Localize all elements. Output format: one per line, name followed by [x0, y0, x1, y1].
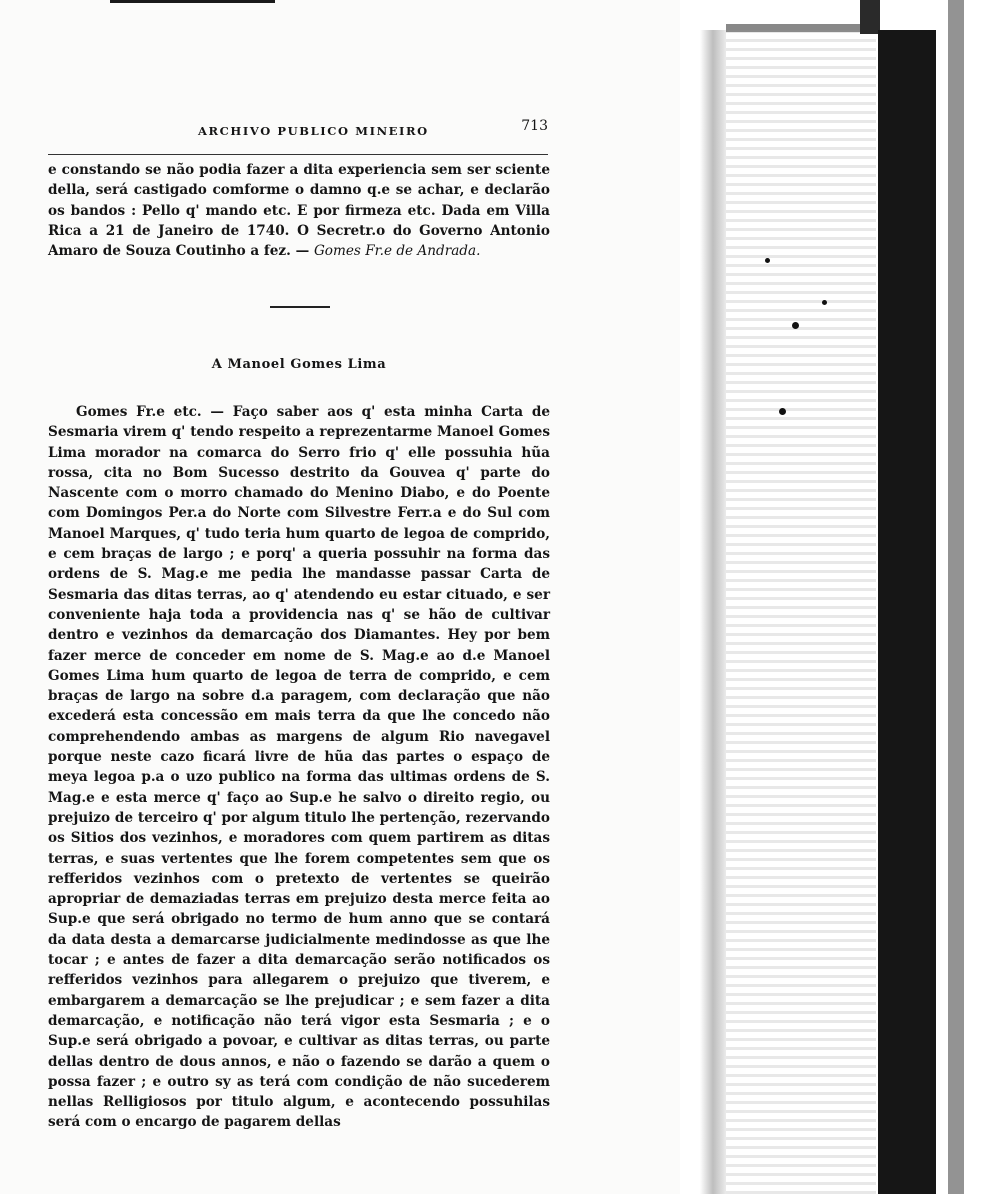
paragraph-2: Gomes Fr.e etc. — Faço saber aos q' esta minha Carta de Sesmaria virem q' tendo respeito a reprezentarme Manoel Gomes Lima morador na comarca do Serro frio q' elle possuhia hũa rossa, cita no Bom Sucesso destrito da Gouvea q' parte do Nascente com o morro chamado do Menino Diabo, e do Poente com Domingos Per.a do Norte com Silvestre Ferr.a e do Sul com Manoel Marques, q' tudo teria hum quarto de legoa de comprido, e cem braças de largo ; e porq' a queria possuhir na forma das ordens de S. Mag.e me pedia lhe mandasse passar Carta de Sesmaria das ditas terras, ao q' atendendo eu estar cituado, e ser conveniente haja toda a providencia nas q' se hão de cultivar dentro e vezinhos da demarcação dos Diamantes. Hey por bem fazer merce de conceder em nome de S. Mag.e ao d.e Manoel Gomes Lima hum quarto de legoa de terra de comprido, e cem braças de largo na sobre d.a paragem, com declaração que não excederá esta concessão em mais terra da que lhe concedo não comprehendendo ambas as margens de algum Rio navegavel porque neste cazo ficará livre de hũa das partes o espaço de meya legoa p.a o uzo publico na forma das ultimas ordens de S. Mag.e e esta merce q' faço ao Sup.e he salvo o direito regio, ou prejuizo de terceiro q' por algum titulo lhe pertenção, rezervando os Sitios dos vezinhos, e moradores com quem partirem as ditas terras, e suas vertentes que lhe forem competentes sem que os refferidos vezinhos com o pretexto de vertentes se queirão apropriar de demaziadas terras em prejuizo desta merce feita ao Sup.e que será obrigado no termo de hum anno que se contará da data desta a demarcarse judicialmente medindosse as que lhe tocar ; e antes de fazer a dita demarcação serão notificados os refferidos vezinhos para allegarem o prejuizo que tiverem, e embargarem a demarcação se lhe prejudicar ; e sem fazer a dita demarcação, e notificação não terá vigor esta Sesmaria ; e o Sup.e será obrigado a povoar, e cultivar as ditas terras, ou parte dellas dentro de dous annos, e não o fazendo se darão a quem o possa fazer ; e outro sy as terá com condição de não sucederem nellas Relligiosos por titulo algum, e acontecendo possuhilas será com o encargo de pagarem dellas — [48, 404, 550, 1131]
scan-grain — [726, 30, 876, 1194]
signature: Gomes Fr.e de Andrada. — [313, 243, 481, 260]
page-number: 713 — [521, 118, 548, 134]
top-rule — [110, 0, 275, 3]
scan-speck — [765, 258, 770, 263]
scan-speck — [779, 408, 786, 415]
scan-shadow-left — [700, 30, 726, 1194]
paragraph-1 — [48, 160, 550, 261]
paragraph-1-text: e constando se não podia fazer a dita experiencia sem ser sciente della, será castigado comforme o damno q.e se achar, e declarão os bandos : Pello q' mando etc. E por firmeza etc. Dada em Villa Rica a 21 de Janeiro de 1740. O Secretr.o do Governo Antonio Amaro de Souza Coutinho a fez. — — [48, 162, 550, 260]
section-divider — [270, 306, 330, 308]
header-rule — [48, 154, 548, 155]
scan-speck — [792, 322, 799, 329]
scan-dark-band — [878, 30, 936, 1194]
running-title: ARCHIVO PUBLICO MINEIRO — [198, 124, 429, 138]
section-title: A Manoel Gomes Lima — [211, 357, 387, 372]
scan-speck — [822, 300, 827, 305]
page-header — [48, 118, 548, 140]
scan-dark-notch — [860, 0, 880, 34]
scan-right-fringe — [948, 0, 964, 1194]
